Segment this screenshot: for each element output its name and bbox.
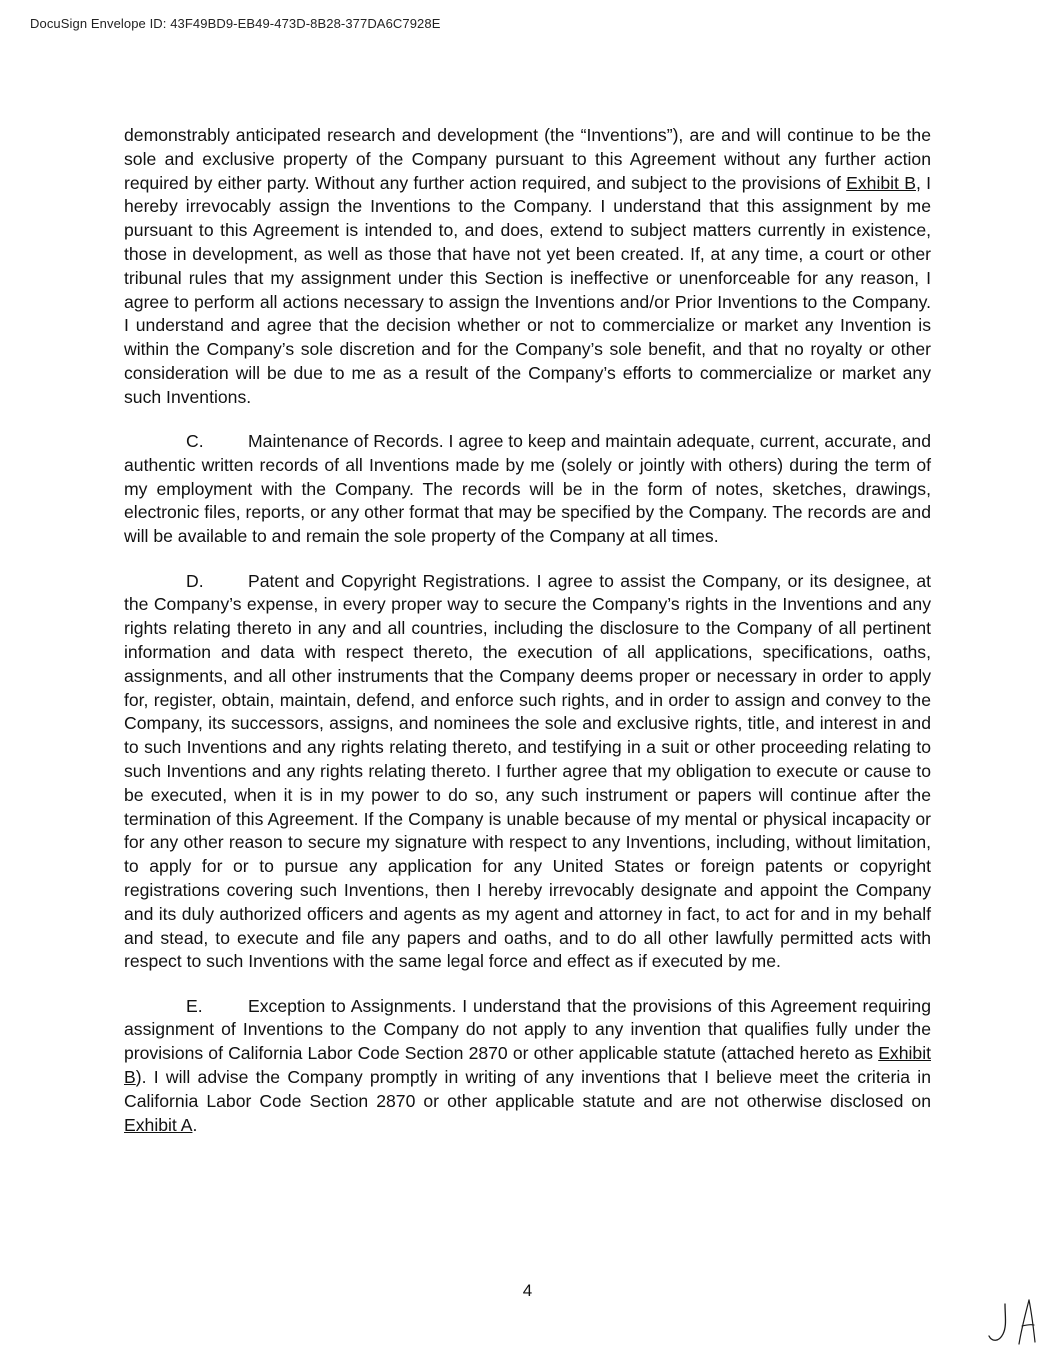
paragraph-inventions-assignment xyxy=(124,124,931,410)
section-letter: C. xyxy=(186,431,204,452)
section-text: Maintenance of Records. I agree to keep and maintain adequate, current, accurate, and authentic written records of all Inventions made by me (solely or jointly with others) during the term of my employment with the Company. The records will be in the form of notes, sketches, drawings, electronic files, reports, or any other format that may be specified by the Company. The records are and will be available to and remain the sole property of the Company at all times. xyxy=(124,431,931,547)
handwritten-initials-signature xyxy=(985,1298,1047,1348)
envelope-id-header: DocuSign Envelope ID: 43F49BD9-EB49-473D-8B28-377DA6C7928E xyxy=(30,16,441,31)
page-number: 4 xyxy=(522,1281,533,1300)
paragraph-text: demonstrably anticipated research and development (the “Inventions”), are and will continue to be the sole and exclusive property of the Company pursuant to this Agreement without any further action required by either party. Without any further action required, and subject to the provisions of xyxy=(124,125,931,193)
exhibit-a-reference[interactable]: Exhibit A xyxy=(124,1114,193,1135)
exhibit-b-reference[interactable]: Exhibit B xyxy=(846,172,916,193)
section-text: . xyxy=(192,1114,198,1135)
paragraph-text: , I hereby irrevocably assign the Inventions to the Company. I understand that this assignment by me pursuant to this Agreement is intended to, and does, extend to subject matters currently in existence, those in development, as well as those that have not yet been created. If, at any time, a court or other tribunal rules that my assignment under this Section is ineffective or unenforceable for any reason, I agree to perform all actions necessary to assign the Inventions and/or Prior Inventions to the Company. I understand and agree that the decision whether or not to commercialize or market any Invention is within the Company’s sole discretion and for the Company’s sole benefit, and that no royalty or other consideration will be due to me as a result of the Company’s efforts to commercialize or market any such Inventions. xyxy=(124,172,931,407)
exhibit-b-reference[interactable]: Exhibit B xyxy=(124,1043,931,1087)
section-text: ). I will advise the Company promptly in writing of any inventions that I believe meet the criteria in California Labor Code Section 2870 or other applicable statute and are not otherwise disclosed on xyxy=(124,1066,931,1111)
section-c-maintenance-of-records xyxy=(124,430,931,549)
section-text: Exception to Assignments. I understand that the provisions of this Agreement requiring assignment of Inventions to the Company do not apply to any invention that qualifies fully under the provisions of California Labor Code Section 2870 or other applicable statute (attached hereto as xyxy=(124,995,931,1064)
section-text: Patent and Copyright Registrations. I agree to assist the Company, or its designee, at the Company’s expense, in every proper way to secure the Company’s rights in the Inventions and any rights relating thereto in any and all countries, including the disclosure to the Company of all pertinent information and data with respect thereto, the execution of all applications, specifications, oaths, assignments, and all other instruments that the Company deems proper or necessary in order to apply for, register, obtain, maintain, defend, and enforce such rights, and in order to assign and convey to the Company, its successors, assigns, and nominees the sole and exclusive rights, title, and interest in and to such Inventions and any rights relating thereto, and testifying in a suit or other proceeding relating to such Inventions and any rights relating thereto. I further agree that my obligation to execute or cause to be executed, when it is in my power to do so, any such instrument or papers will continue after the termination of this Agreement. If the Company is unable because of my mental or physical incapacity or for any other reason to secure my signature with respect to any Inventions, including, without limitation, to apply for or to pursue any application for any United States or foreign patents or copyright registrations covering such Inventions, then I hereby irrevocably designate and appoint the Company and its duly authorized officers and agents as my agent and attorney in fact, to act for and in my behalf and stead, to execute and file any papers and oaths, and to do all other lawfully permitted acts with respect to such Inventions with the same legal force and effect as if executed by me. xyxy=(124,570,931,972)
section-letter: D. xyxy=(186,570,204,591)
section-letter: E. xyxy=(186,995,203,1016)
document-body xyxy=(124,124,931,1158)
section-d-patent-copyright xyxy=(124,570,931,975)
section-e-exception-to-assignments xyxy=(124,995,931,1138)
